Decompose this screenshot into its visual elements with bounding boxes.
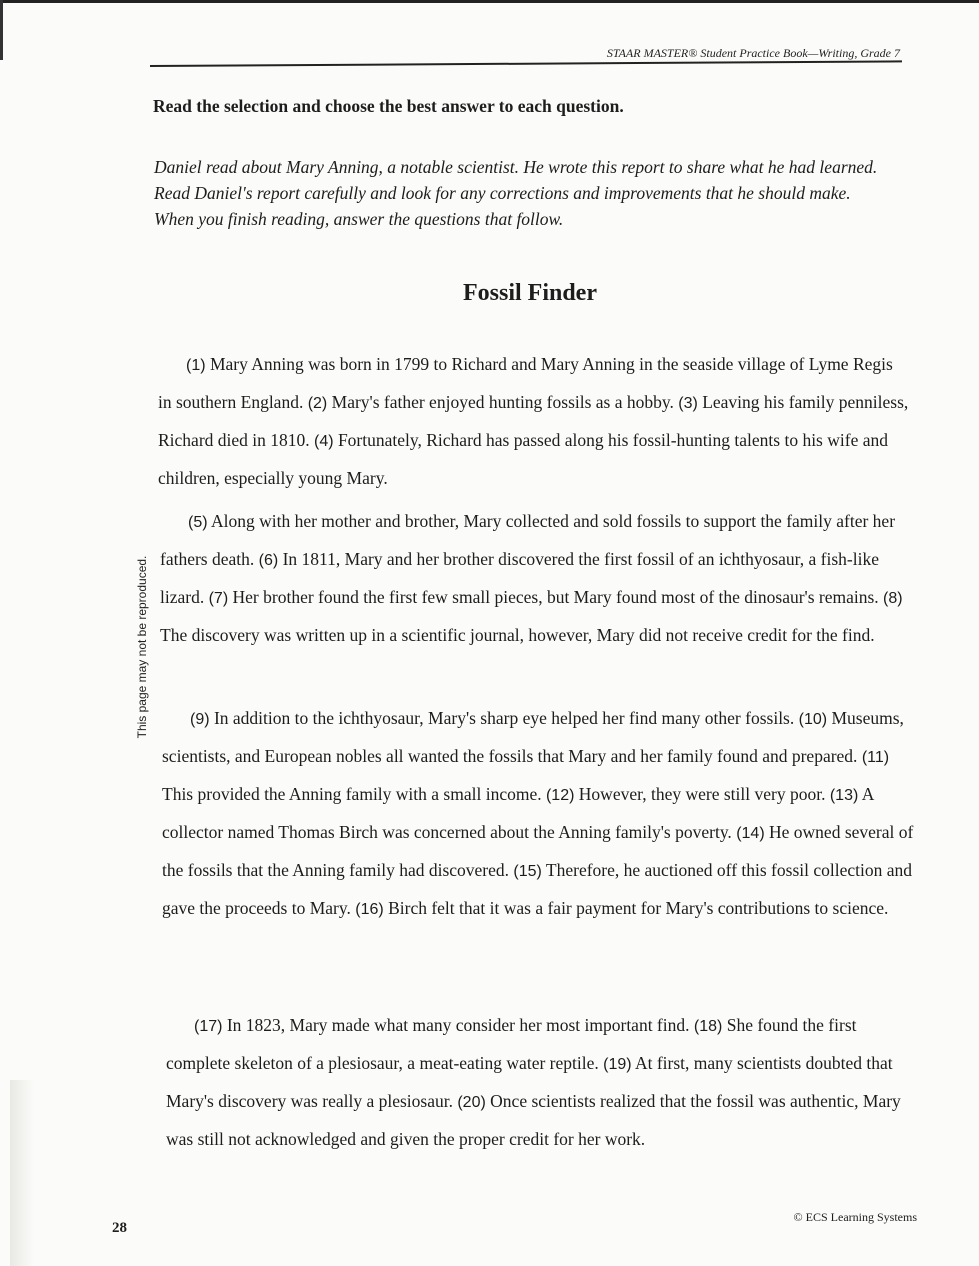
sentence-number: (17) bbox=[194, 1018, 223, 1035]
sentence-text: Therefore, he auctioned off this fossil collection and gave the proceeds to Mary. bbox=[162, 860, 912, 918]
sentence-number: (11) bbox=[861, 749, 890, 766]
sentence-number: (10) bbox=[798, 711, 828, 728]
sentence-number: (20) bbox=[457, 1094, 486, 1111]
header-rule bbox=[150, 60, 902, 67]
top-border bbox=[0, 0, 979, 3]
sentence-text: This provided the Anning family with a small income. bbox=[162, 784, 546, 804]
copyright-side-note: This page may not be reproduced. bbox=[135, 555, 149, 739]
instructions: Read the selection and choose the best answer to each question. bbox=[153, 96, 624, 116]
sentence-text: Mary Anning was born in 1799 to Richard and Mary Anning in the seaside village of Lyme Regis in southern England. bbox=[158, 354, 893, 412]
left-border bbox=[0, 0, 3, 60]
sentence-text: She found the first complete skeleton of a plesiosaur, a meat-eating water reptile. bbox=[166, 1015, 857, 1073]
sentence-text: Mary's father enjoyed hunting fossils as a hobby. bbox=[327, 392, 679, 412]
sentence-text: Museums, scientists, and European nobles all wanted the fossils that Mary and her family found and prepared. bbox=[162, 708, 904, 766]
sentence-number: (4) bbox=[314, 433, 334, 450]
sentence-text: Her brother found the first few small pieces, but Mary found most of the dinosaur's remains. bbox=[228, 587, 884, 607]
sentence-number: (12) bbox=[545, 787, 575, 804]
sentence-text: Along with her mother and brother, Mary collected and sold fossils to support the family after her fathers death. bbox=[160, 511, 896, 569]
sentence-number: (16) bbox=[355, 901, 384, 918]
sentence-number: (3) bbox=[678, 395, 698, 412]
page-number: 28 bbox=[112, 1220, 127, 1236]
sentence-text: A collector named Thomas Birch was concerned about the Anning family's poverty. bbox=[162, 784, 874, 842]
sentence-text: In 1811, Mary and her brother discovered the first fossil of an ichthyosaur, a fish-like lizard. bbox=[160, 549, 879, 607]
sentence-text: In addition to the ichthyosaur, Mary's sharp eye helped her find many other fossils. bbox=[209, 708, 799, 728]
sentence-number: (8) bbox=[883, 590, 903, 607]
intro-text: Daniel read about Mary Anning, a notable scientist. He wrote this report to share what he had learned. Read Daniel's report carefully and look for any corrections and improvements that he should make. When you finish reading, answer the questions that follow. bbox=[154, 157, 878, 229]
sentence-number: (18) bbox=[693, 1018, 723, 1035]
sentence-number: (14) bbox=[736, 825, 765, 842]
sentence-text: Fortunately, Richard has passed along his fossil-hunting talents to his wife and children, especially young Mary. bbox=[158, 430, 888, 488]
sentence-number: (7) bbox=[208, 590, 229, 607]
sentence-number: (2) bbox=[307, 395, 328, 412]
copyright-notice: © ECS Learning Systems bbox=[793, 1210, 917, 1224]
sentence-text: He owned several of the fossils that the Anning family had discovered. bbox=[162, 822, 914, 880]
sentence-number: (1) bbox=[186, 357, 206, 374]
page-title: Fossil Finder bbox=[462, 280, 597, 306]
running-head: STAAR MASTER® Student Practice Book—Writing, Grade 7 bbox=[606, 46, 900, 60]
sentence-text: At first, many scientists doubted that Mary's discovery was really a plesiosaur. bbox=[166, 1053, 893, 1111]
sentence-number: (13) bbox=[829, 787, 859, 804]
sentence-text: In 1823, Mary made what many consider her most important find. bbox=[222, 1015, 694, 1035]
sentence-number: (5) bbox=[188, 514, 208, 531]
sentence-text: Birch felt that it was a fair payment for Mary's contributions to science. bbox=[383, 898, 889, 918]
paragraph-1 bbox=[158, 346, 910, 497]
sentence-text: Leaving his family penniless, Richard died in 1810. bbox=[158, 392, 909, 450]
sentence-text: Once scientists realized that the fossil was authentic, Mary was still not acknowledged and given the proper credit for her work. bbox=[166, 1091, 901, 1149]
paragraph-4 bbox=[166, 1007, 918, 1158]
sentence-text: The discovery was written up in a scientific journal, however, Mary did not receive credit for the find. bbox=[160, 625, 875, 645]
sentence-number: (15) bbox=[513, 863, 542, 880]
sentence-number: (19) bbox=[603, 1056, 632, 1073]
paragraph-3 bbox=[162, 700, 914, 928]
sentence-text: However, they were still very poor. bbox=[574, 784, 830, 804]
binding-shadow bbox=[10, 1080, 34, 1266]
sentence-number: (9) bbox=[190, 711, 210, 728]
paragraph-2 bbox=[160, 503, 912, 654]
sentence-number: (6) bbox=[258, 552, 279, 569]
